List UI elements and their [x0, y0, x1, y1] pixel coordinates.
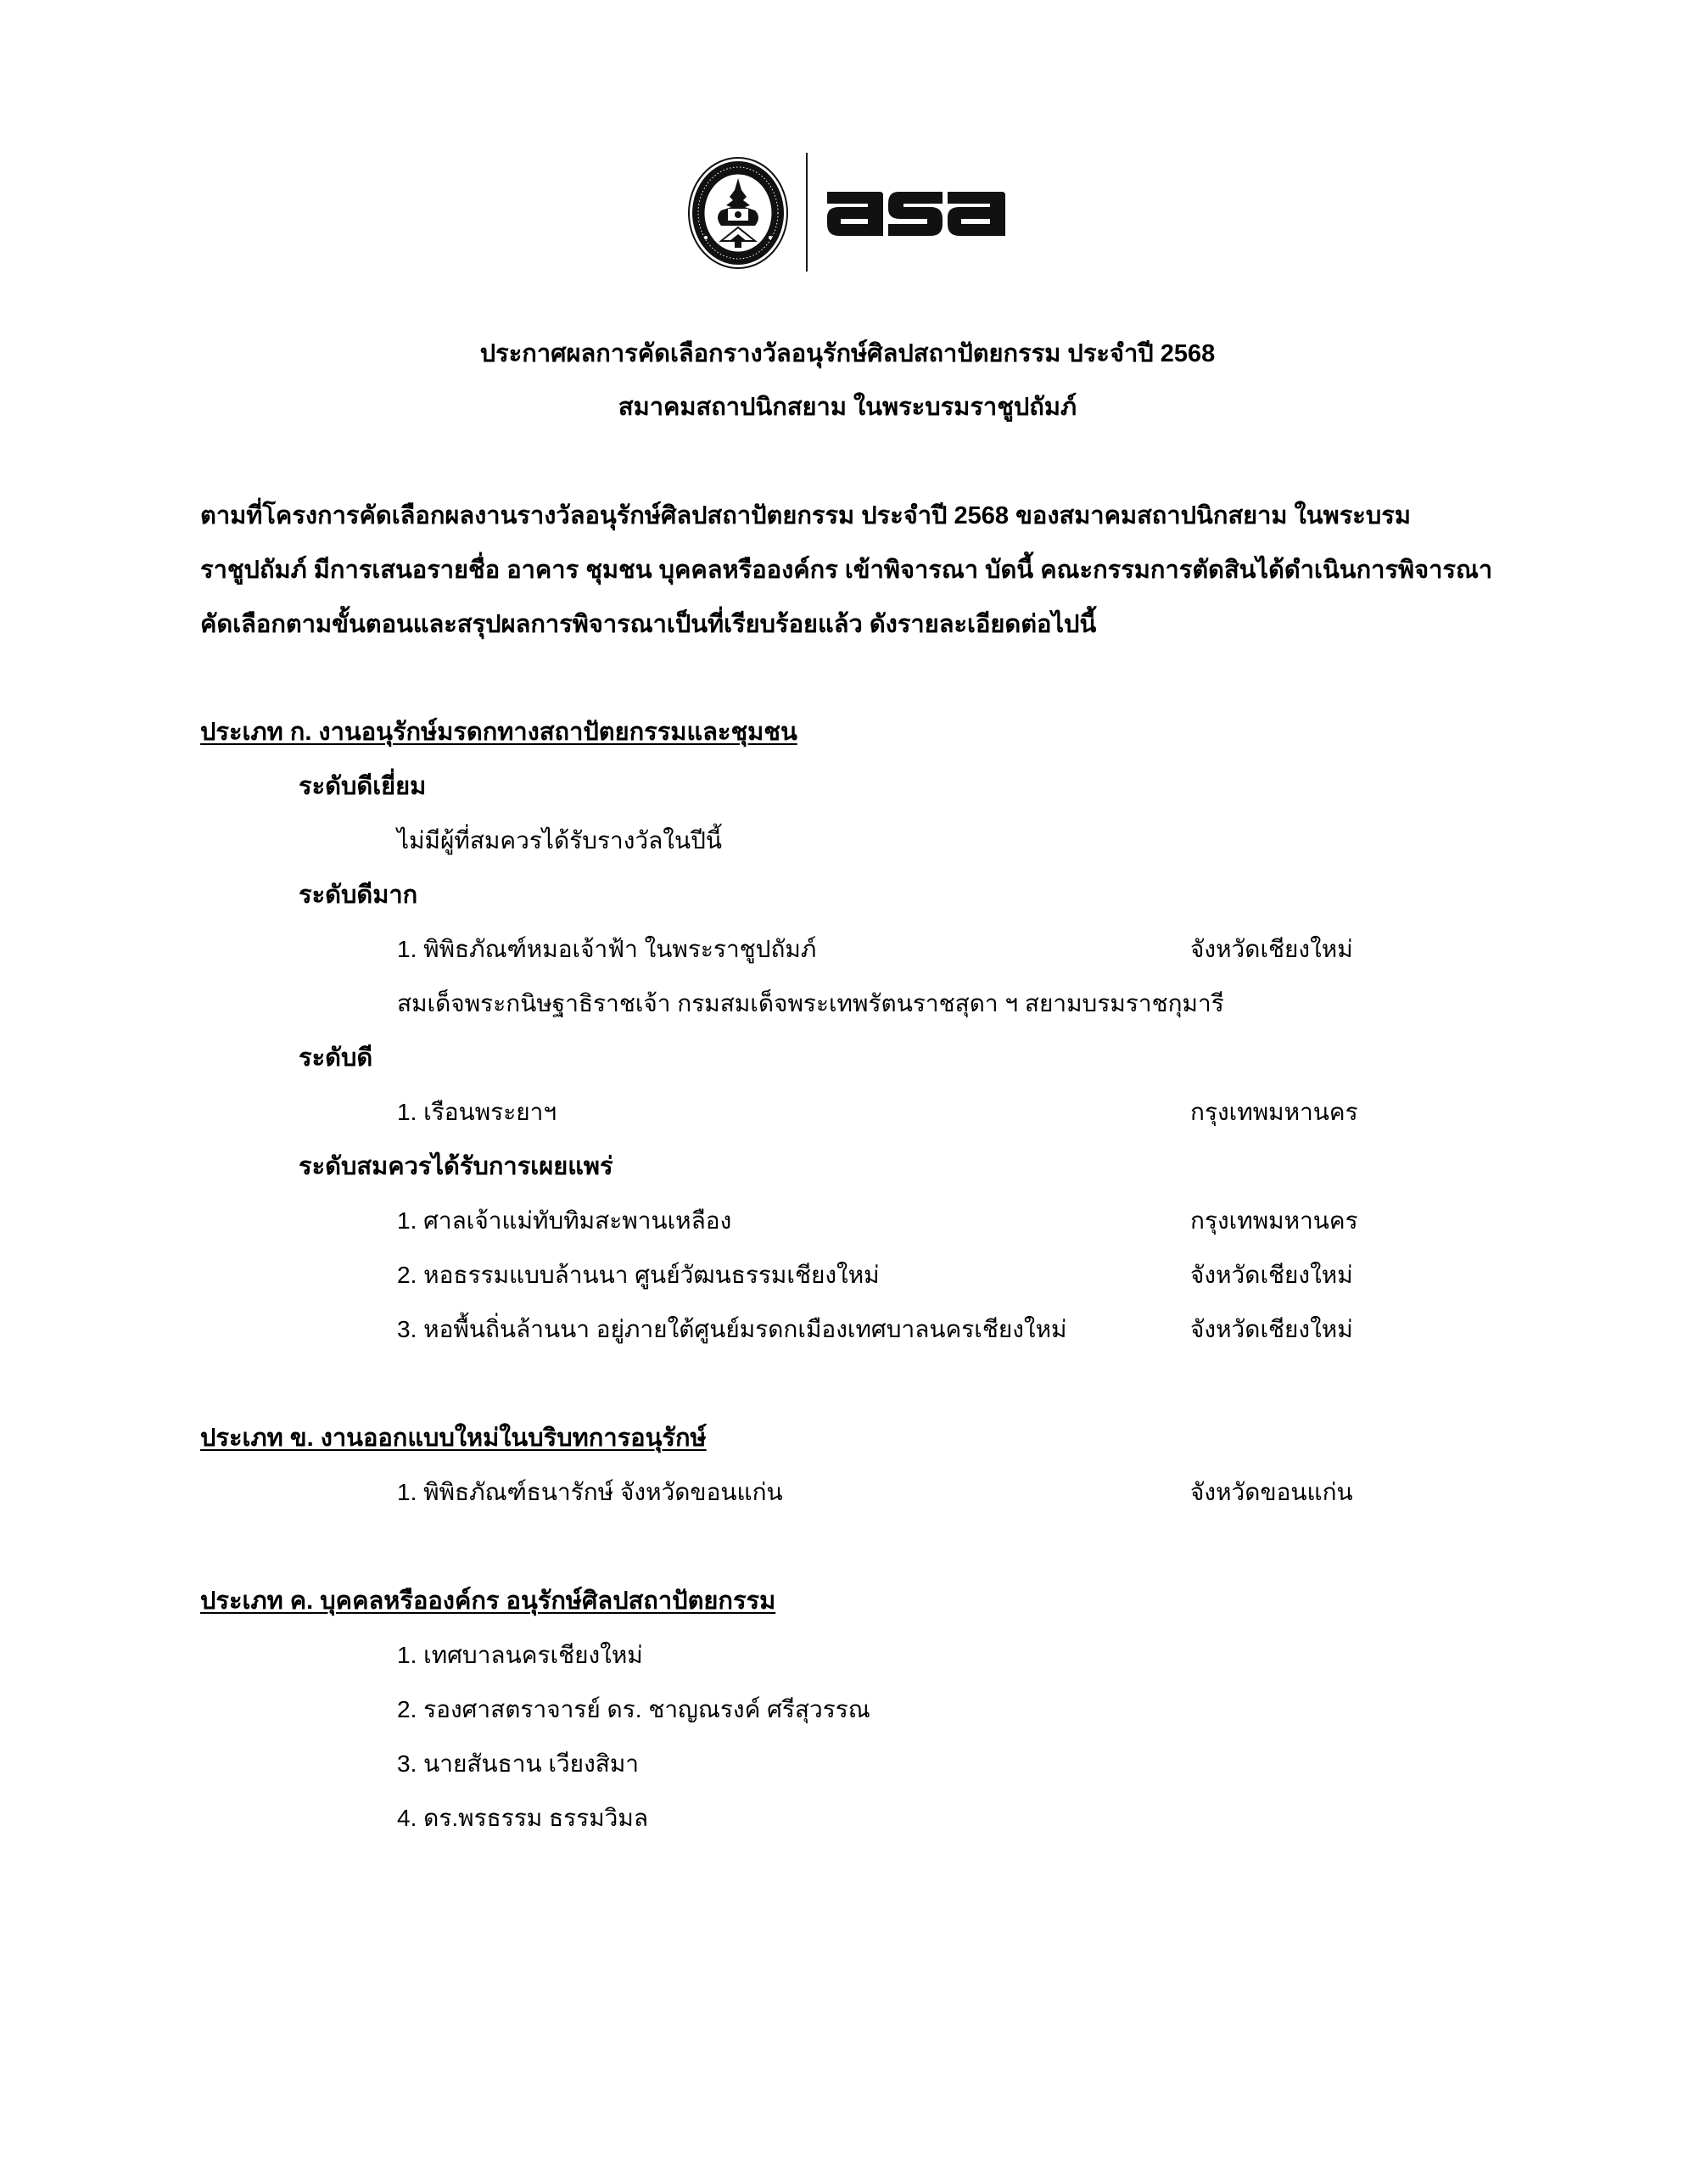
award-entry-location: จังหวัดเชียงใหม่	[1190, 936, 1353, 962]
award-entry-location: จังหวัดเชียงใหม่	[1190, 1262, 1353, 1288]
level-heading-worthy-of-publication: ระดับสมควรได้รับการเผยแพร่	[299, 1153, 613, 1180]
level-heading-good: ระดับดี	[299, 1044, 373, 1072]
award-entry: 1. เทศบาลนครเชียงใหม่	[397, 1642, 643, 1668]
award-entry: 3. นายสันธาน เวียงสิมา	[397, 1750, 640, 1777]
intro-paragraph-line: ราชูปถัมภ์ มีการเสนอรายชื่อ อาคาร ชุมชน บุคคลหรือองค์กร เข้าพิจารณา บัดนี้ คณะกรรมการตัดสินได้ดำเนินการพิจารณา	[200, 557, 1493, 584]
section-heading-category-c: ประเภท ค. บุคคลหรือองค์กร อนุรักษ์ศิลปสถาปัตยกรรม	[200, 1588, 776, 1615]
award-entry: 2. รองศาสตราจารย์ ดร. ชาญณรงค์ ศรีสุวรรณ	[397, 1696, 870, 1722]
section-heading-category-a: ประเภท ก. งานอนุรักษ์มรดกทางสถาปัตยกรรมและชุมชน	[200, 719, 797, 746]
asa-wordmark-logo-icon	[827, 187, 1005, 241]
award-entry: 1. ศาลเจ้าแม่ทับทิมสะพานเหลือง	[397, 1207, 732, 1234]
award-entry: 1. พิพิธภัณฑ์หมอเจ้าฟ้า ในพระราชูปถัมภ์	[397, 936, 817, 962]
award-entry-location: จังหวัดเชียงใหม่	[1190, 1316, 1353, 1342]
intro-paragraph-line: ตามที่โครงการคัดเลือกผลงานรางวัลอนุรักษ์ศิลปสถาปัตยกรรม ประจำปี 2568 ของสมาคมสถาปนิกสยาม ในพระบรม	[200, 502, 1411, 529]
award-entry: 4. ดร.พรธรรม ธรรมวิมล	[397, 1805, 648, 1831]
level-heading-very-good: ระดับดีมาก	[299, 882, 418, 909]
level-heading-excellent: ระดับดีเยี่ยม	[299, 773, 427, 800]
award-entry: 1. พิพิธภัณฑ์ธนารักษ์ จังหวัดขอนแก่น	[397, 1479, 783, 1505]
award-entry: 2. หอธรรมแบบล้านนา ศูนย์วัฒนธรรมเชียงใหม่	[397, 1262, 880, 1288]
award-entry-continuation: สมเด็จพระกนิษฐาธิราชเจ้า กรมสมเด็จพระเทพรัตนราชสุดา ฯ สยามบรมราชกุมารี	[397, 990, 1224, 1016]
award-entry: 1. เรือนพระยาฯ	[397, 1099, 557, 1125]
header-logos	[687, 153, 1010, 272]
logo-divider	[806, 153, 808, 272]
document-title: ประกาศผลการคัดเลือกรางวัลอนุรักษ์ศิลปสถาปัตยกรรม ประจำปี 2568	[479, 340, 1216, 367]
intro-paragraph-line: คัดเลือกตามขั้นตอนและสรุปผลการพิจารณาเป็นที่เรียบร้อยแล้ว ดังรายละเอียดต่อไปนี้	[200, 611, 1097, 638]
section-heading-category-b: ประเภท ข. งานออกแบบใหม่ในบริบทการอนุรักษ์	[200, 1425, 707, 1452]
award-entry: 3. หอพื้นถิ่นล้านนา อยู่ภายใต้ศูนย์มรดกเมืองเทศบาลนครเชียงใหม่	[397, 1316, 1067, 1342]
award-entry: ไม่มีผู้ที่สมควรได้รับรางวัลในปีนี้	[397, 827, 723, 854]
document-subtitle: สมาคมสถาปนิกสยาม ในพระบรมราชูปถัมภ์	[618, 394, 1077, 421]
award-entry-location: จังหวัดขอนแก่น	[1190, 1479, 1353, 1505]
award-entry-location: กรุงเทพมหานคร	[1190, 1207, 1358, 1234]
award-entry-location: กรุงเทพมหานคร	[1190, 1099, 1358, 1125]
asa-seal-logo-icon	[687, 156, 789, 271]
